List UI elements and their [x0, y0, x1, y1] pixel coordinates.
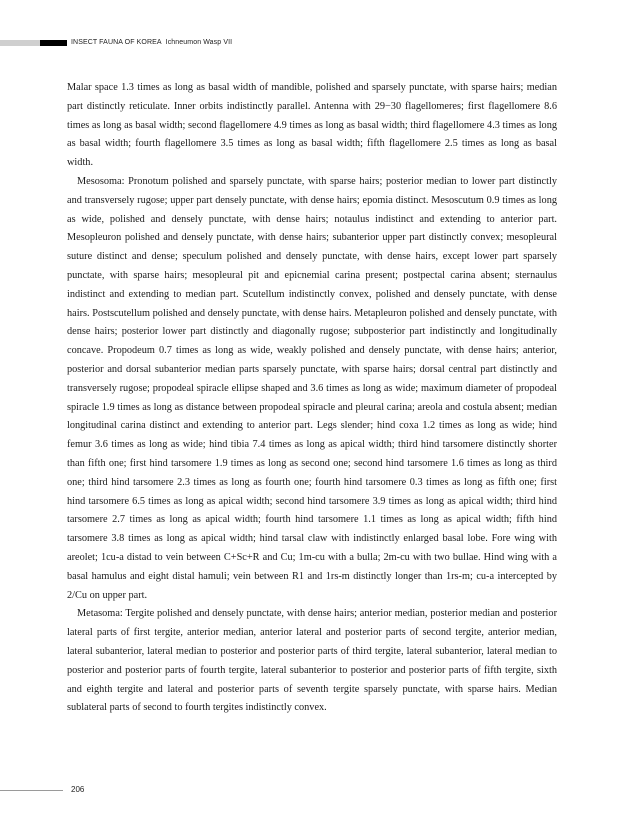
- footer-rule: [0, 790, 63, 791]
- header-bar-grey: [0, 40, 40, 46]
- header-bar-black: [40, 40, 67, 46]
- paragraph-head: Malar space 1.3 times as long as basal width of mandible, polished and sparsely punctate, with sparse hairs; median part distinctly reticulate. Inner orbits indistinctly parallel. Antenna with 29−30 flagellomeres; first flagellomere 8.6 times as long as basal width; second flagellomere 4.9 times as long as basal width; third flagellomere 4.3 times as long as basal width; fourth flagellomere 3.5 times as long as basal width; fifth flagellomere 2.5 times as long as basal width.: [67, 82, 557, 169]
- body-text: [67, 79, 557, 718]
- header-title: INSECT FAUNA OF KOREA: [71, 39, 162, 46]
- running-header: [71, 37, 232, 49]
- paragraph-mesosoma: Mesosoma: Pronotum polished and sparsely punctate, with sparse hairs; posterior median to lower part distinctly and transversely rugose; upper part densely punctate, with dense hairs; epomia distinct. Mesoscutum 0.9 times as long as wide, polished and densely punctate, with dense hairs; notaulus indistinct and extending to anterior part. Mesopleuron polished and densely punctate, with dense hairs; subanterior upper part distinctly convex; mesopleural suture distinct and dense; speculum polished and densely punctate, with dense hairs, except lower part sparsely punctate, with sparse hairs; mesopleural pit and epicnemial carina present; postpectal carina absent; sternaulus indistinct and extending to median part. Scutellum indistinctly convex, polished and densely punctate, with dense hairs. Postscutellum polished and densely punctate, with dense hairs. Metapleuron polished and densely punctate, with dense hairs; posterior lower part distinctly and diagonally rugose; subposterior part indistinctly and longitudinally concave. Propodeum 0.7 times as long as wide, weakly polished and densely punctate, with dense hairs; anterior, posterior and dorsal subanterior median parts sparsely punctate, with sparse hairs; dorsal central part distinctly and transversely rugose; propodeal spiracle ellipse shaped and 3.6 times as long as wide; maximum diameter of propodeal spiracle 1.9 times as long as distance between propodeal spiracle and pleural carina; areola and costula absent; median longitudinal carina distinct and extending to anterior part. Legs slender; hind coxa 1.2 times as long as wide; hind femur 3.6 times as long as wide; hind tibia 7.4 times as long as apical width; third hind tarsomere distinctly shorter than fifth one; first hind tarsomere 1.9 times as long as second one; second hind tarsomere 1.6 times as long as third one; third hind tarsomere 2.3 times as long as fourth one; fourth hind tarsomere 0.3 times as long as fifth one; first hind tarsomere 6.5 times as long as apical width; second hind tarsomere 3.9 times as long as apical width; third hind tarsomere 2.7 times as long as apical width; fourth hind tarsomere 1.1 times as long as apical width; fifth hind tarsomere 3.8 times as long as apical width; hind tarsal claw with indistinctly enlarged basal lobe. Fore wing with areolet; 1cu-a distad to vein between C+Sc+R and Cu; 1m-cu with a bulla; 2m-cu with two bullae. Hind wing with a basal hamulus and eight distal hamuli; vein between R1 and 1rs-m distinctly longer than 1rs-m; cu-a intercepted by 2/Cu on upper part.: [67, 175, 557, 601]
- page-number: 206: [71, 785, 85, 794]
- header-subtitle: Ichneumon Wasp VII: [165, 39, 233, 46]
- paragraph-metasoma: Metasoma: Tergite polished and densely punctate, with dense hairs; anterior median, posterior median and posterior lateral parts of first tergite, anterior median, anterior lateral and posterior parts of second tergite, anterior median, lateral subanterior, lateral median to posterior and posterior parts of third tergite, lateral subanterior, lateral median to posterior and posterior parts of fourth tergite, lateral subanterior to posterior and posterior parts of fifth tergite, sixth and eighth tergite and lateral and posterior parts of seventh tergite sparsely punctate, with sparse hairs. Median sublateral parts of second to fourth tergites indistinctly convex.: [67, 608, 557, 714]
